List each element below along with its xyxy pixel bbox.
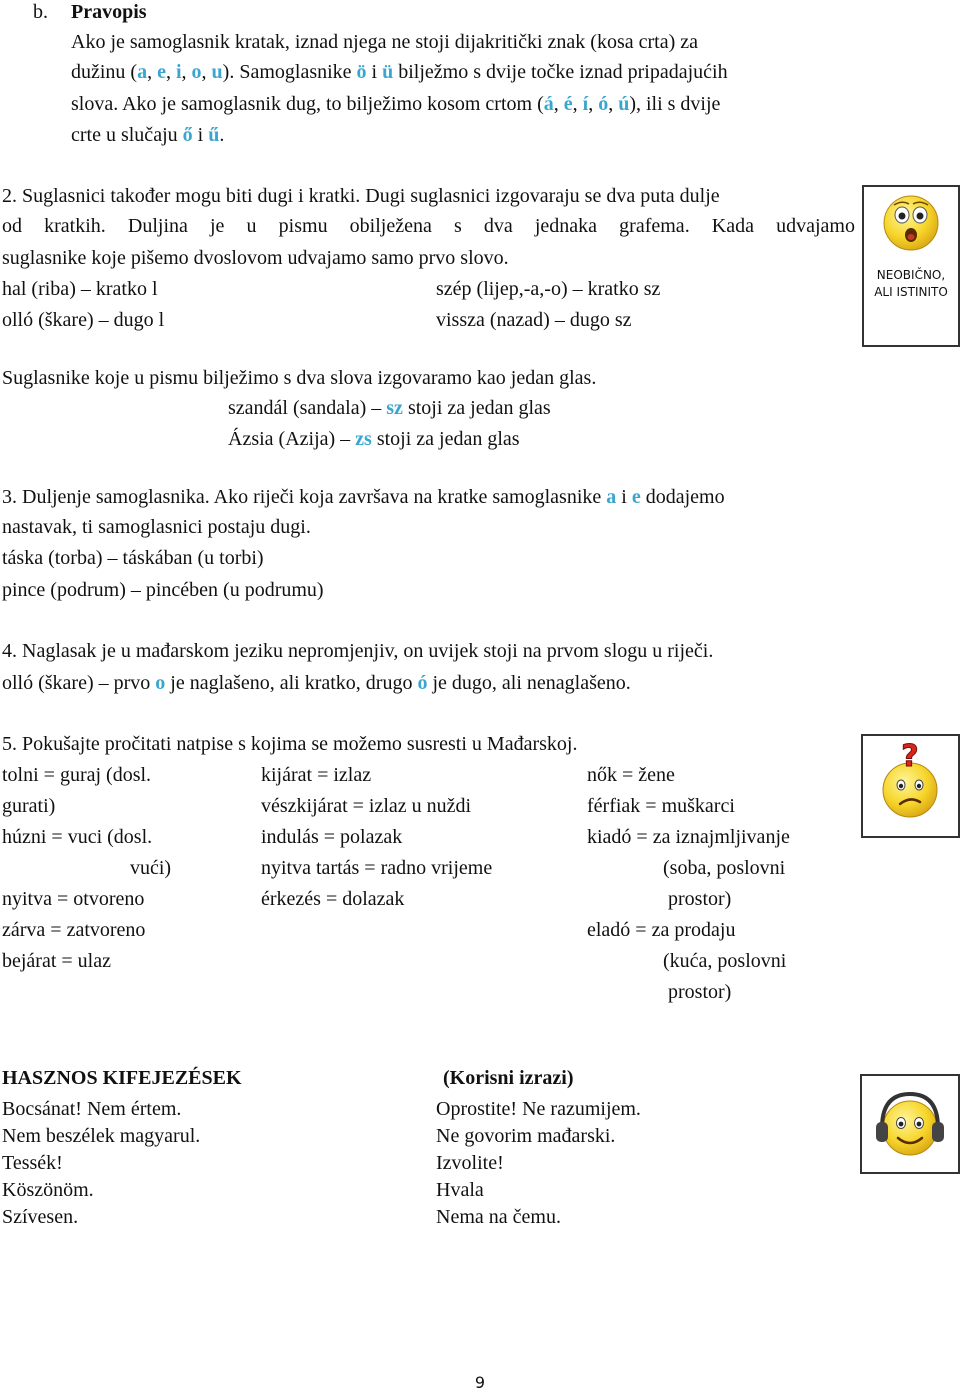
stress-line-2: olló (škare) – prvo o je naglašeno, ali kratko, drugo ó je dugo, ali nenaglašeno.	[2, 672, 631, 694]
pravopis-line-3: slova. Ako je samoglasnik dug, to bilježimo kosom crtom (á, é, í, ó, ú), ili s dvije	[71, 93, 721, 115]
sign-item: zárva = zatvoreno	[2, 919, 146, 941]
sign-item: húzni = vuci (dosl.	[2, 826, 153, 848]
phrase-hr: Hvala	[436, 1179, 484, 1201]
sign-item: (soba, poslovni	[663, 857, 786, 879]
example-szep: szép (lijep,-a,-o) – kratko sz	[436, 278, 661, 300]
sign-item: nők = žene	[587, 764, 675, 786]
svg-text:?: ?	[901, 740, 919, 774]
curiosity-caption-1: NEOBIČNO,	[876, 268, 946, 282]
phrase-hr: Oprostite! Ne razumijem.	[436, 1098, 641, 1120]
pravopis-line-1: Ako je samoglasnik kratak, iznad njega ne stoji dijakritički znak (kosa crta) za	[71, 31, 699, 53]
sign-item: érkezés = dolazak	[261, 888, 405, 910]
phrases-title-hu: HASZNOS KIFEJEZÉSEK	[2, 1067, 242, 1089]
sign-item: tolni = guraj (dosl.	[2, 764, 152, 786]
example-ollo: olló (škare) – dugo l	[2, 309, 165, 331]
page-number: 9	[474, 1373, 486, 1392]
sign-item: vészkijárat = izlaz u nuždi	[261, 795, 472, 817]
sign-item: kiadó = za iznajmljivanje	[587, 826, 790, 848]
pravopis-line-4: crte u slučaju ő i ű.	[71, 124, 225, 146]
curiosity-box	[862, 185, 960, 347]
sign-item: bejárat = ulaz	[2, 950, 111, 972]
sign-item: nyitva tartás = radno vrijeme	[261, 857, 493, 879]
section-marker: b.	[33, 1, 48, 23]
example-pince: pince (podrum) – pincében (u podrumu)	[2, 579, 324, 601]
confused-smiley-icon	[873, 740, 948, 820]
sign-item: férfiak = muškarci	[587, 795, 735, 817]
lengthening-line-2: nastavak, ti samoglasnici postaju dugi.	[2, 516, 311, 538]
phrases-title-hr: (Korisni izrazi)	[443, 1067, 574, 1089]
phrase-hr: Izvolite!	[436, 1152, 504, 1174]
example-azsia: Ázsia (Azija) – zs stoji za jedan glas	[228, 428, 520, 450]
example-szandal: szandál (sandala) – sz stoji za jedan glas	[228, 397, 551, 419]
example-taska: táska (torba) – táskában (u torbi)	[2, 547, 264, 569]
phrase-hr: Ne govorim mađarski.	[436, 1125, 616, 1147]
phrase-hu: Köszönöm.	[2, 1179, 94, 1201]
sign-item: prostor)	[668, 981, 732, 1003]
consonants-line-2: od kratkih. Duljina je u pismu obilježena s dva jednaka grafema. Kada udvajamo	[2, 215, 855, 237]
lengthening-line-1: 3. Duljenje samoglasnika. Ako riječi koja završava na kratke samoglasnike a i e dodajemo	[2, 486, 725, 508]
sign-item: kijárat = izlaz	[261, 764, 372, 786]
listening-box	[860, 1074, 960, 1174]
example-hal: hal (riba) – kratko l	[2, 278, 158, 300]
stress-line-1: 4. Naglasak je u mađarskom jeziku nepromjenjiv, on uvijek stoji na prvom slogu u riječi.	[2, 640, 714, 662]
pravopis-line-2: dužinu (a, e, i, o, u). Samoglasnike ö i ü bilježmo s dvije točke iznad pripadajućih	[71, 61, 728, 83]
phrase-hr: Nema na čemu.	[436, 1206, 561, 1228]
digraph-note: Suglasnike koje u pismu bilježimo s dva slova izgovaramo kao jedan glas.	[2, 367, 597, 389]
sign-item: prostor)	[668, 888, 732, 910]
sign-item: indulás = polazak	[261, 826, 403, 848]
headphones-smiley-icon	[870, 1084, 950, 1164]
phrase-hu: Szívesen.	[2, 1206, 79, 1228]
phrase-hu: Tessék!	[2, 1152, 63, 1174]
sign-item: nyitva = otvoreno	[2, 888, 145, 910]
signs-title: 5. Pokušajte pročitati natpise s kojima se možemo susresti u Mađarskoj.	[2, 733, 578, 755]
curiosity-caption-2: ALI ISTINITO	[874, 285, 948, 299]
sign-item: eladó = za prodaju	[587, 919, 736, 941]
sign-item: vući)	[130, 857, 172, 879]
phrase-hu: Nem beszélek magyarul.	[2, 1125, 201, 1147]
sign-item: (kuća, poslovni	[663, 950, 787, 972]
phrase-hu: Bocsánat! Nem értem.	[2, 1098, 182, 1120]
section-title: Pravopis	[71, 1, 147, 23]
surprised-smiley-icon	[881, 193, 941, 253]
consonants-line-1: 2. Suglasnici također mogu biti dugi i kratki. Dugi suglasnici izgovaraju se dva puta dulje	[2, 185, 720, 207]
sign-item: gurati)	[2, 795, 56, 817]
question-box	[861, 734, 960, 838]
consonants-line-3: suglasnike koje pišemo dvoslovom udvajamo samo prvo slovo.	[2, 247, 509, 269]
example-vissza: vissza (nazad) – dugo sz	[436, 309, 632, 331]
